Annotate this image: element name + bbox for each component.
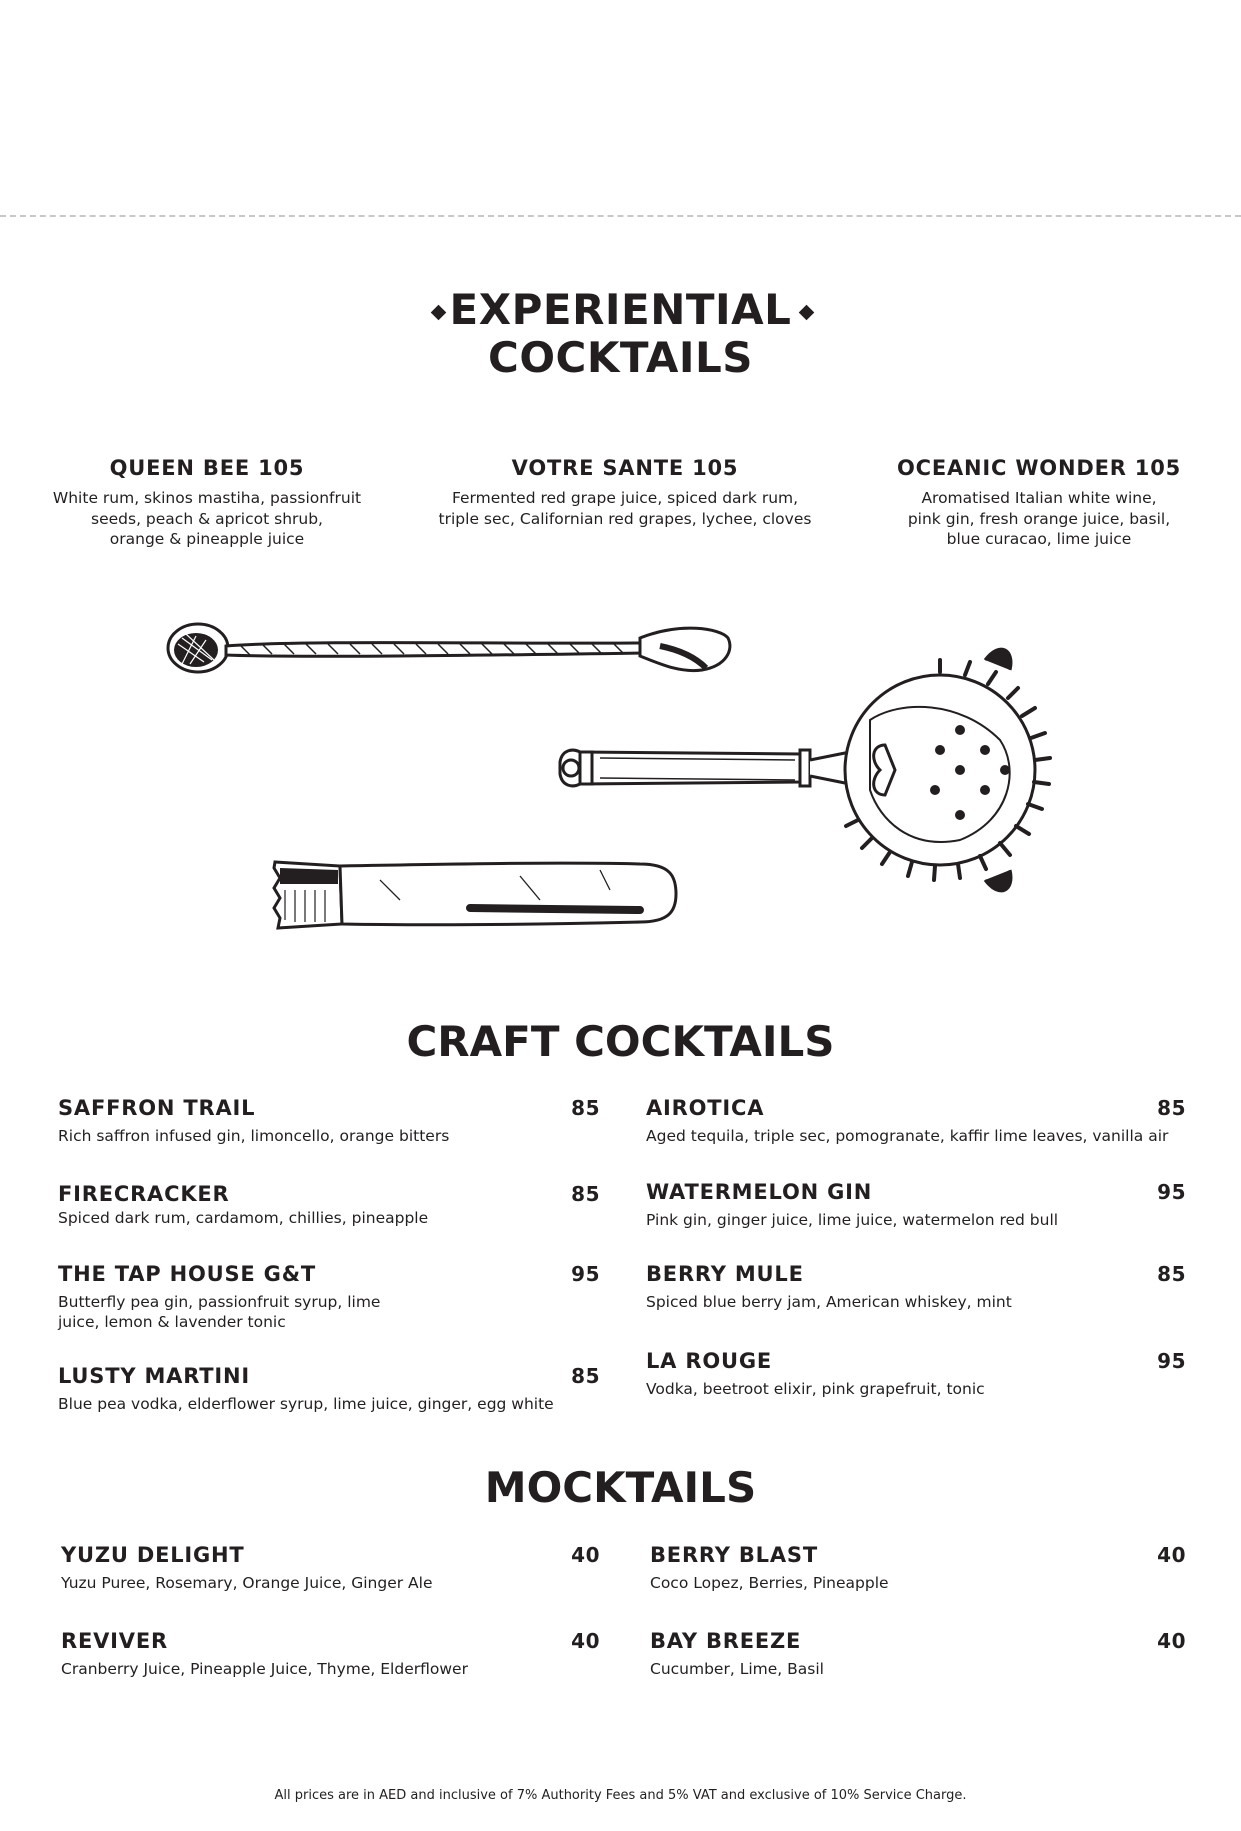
menu-item-la-rouge — [646, 1347, 1186, 1407]
item-price: 95 — [1157, 1180, 1186, 1204]
menu-item-watermelon-gin — [646, 1178, 1186, 1238]
item-name: SAFFRON TRAIL — [58, 1096, 256, 1120]
item-description — [58, 1292, 380, 1332]
item-price: 40 — [571, 1629, 600, 1653]
menu-item-reviver — [61, 1627, 600, 1687]
item-description: Blue pea vodka, elderflower syrup, lime juice, ginger, egg white — [58, 1395, 554, 1413]
experiential-title-line2: COCKTAILS — [488, 333, 753, 382]
price-disclaimer: All prices are in AED and inclusive of 7% Authority Fees and 5% VAT and exclusive of 10% Service Charge. — [274, 1788, 967, 1803]
desc-line: Butterfly pea gin, passionfruit syrup, lime — [58, 1293, 381, 1311]
menu-item-bay-breeze — [650, 1627, 1186, 1687]
item-price: 40 — [571, 1543, 600, 1567]
item-description: Cranberry Juice, Pineapple Juice, Thyme, Elderflower — [61, 1660, 468, 1678]
item-price: 85 — [571, 1182, 600, 1206]
desc-line: White rum, skinos mastiha, passionfruit — [52, 489, 362, 507]
item-description: Spiced blue berry jam, American whiskey, mint — [646, 1293, 1012, 1311]
item-name: AIROTICA — [646, 1096, 765, 1120]
menu-item-berry-mule — [646, 1260, 1186, 1320]
mocktails-title: MOCKTAILS — [484, 1463, 757, 1512]
item-name: LA ROUGE — [646, 1349, 773, 1373]
desc-line: blue curacao, lime juice — [946, 530, 1132, 548]
desc-line: pink gin, fresh orange juice, basil, — [907, 509, 1171, 528]
item-name: VOTRE SANTE 105 — [511, 456, 739, 480]
item-price: 85 — [1157, 1262, 1186, 1286]
menu-item-saffron-trail — [58, 1094, 600, 1154]
item-price: 85 — [1157, 1096, 1186, 1120]
item-description: Coco Lopez, Berries, Pineapple — [650, 1574, 889, 1592]
desc-line: Aromatised Italian white wine, — [921, 489, 1157, 507]
item-name: REVIVER — [61, 1629, 168, 1653]
item-name: LUSTY MARTINI — [58, 1364, 250, 1388]
item-name: QUEEN BEE 105 — [109, 456, 305, 480]
item-description: Vodka, beetroot elixir, pink grapefruit, tonic — [646, 1380, 985, 1398]
menu-item-berry-blast — [650, 1541, 1186, 1601]
desc-line: triple sec, Californian red grapes, lychee, cloves — [438, 509, 812, 528]
item-price: 85 — [571, 1096, 600, 1120]
menu-item-airotica — [646, 1094, 1186, 1154]
item-description: Aged tequila, triple sec, pomogranate, kaffir lime leaves, vanilla air — [646, 1127, 1169, 1145]
desc-line: juice, lemon & lavender tonic — [58, 1313, 286, 1331]
item-price: 95 — [571, 1262, 600, 1286]
muddler-icon — [274, 862, 676, 928]
item-price: 95 — [1157, 1349, 1186, 1373]
item-name: OCEANIC WONDER 105 — [896, 456, 1182, 480]
menu-item-lusty-martini — [58, 1362, 600, 1422]
menu-item-firecracker — [58, 1180, 600, 1240]
item-description: Spiced dark rum, cardamom, chillies, pineapple — [58, 1209, 429, 1227]
hawthorne-strainer-icon — [560, 649, 1050, 891]
item-price: 85 — [571, 1364, 600, 1388]
item-description: Rich saffron infused gin, limoncello, orange bitters — [58, 1127, 450, 1145]
desc-line: seeds, peach & apricot shrub, — [91, 509, 323, 528]
craft-cocktails-title: CRAFT COCKTAILS — [406, 1017, 835, 1066]
item-name: THE TAP HOUSE G&T — [58, 1262, 316, 1286]
item-description: Cucumber, Lime, Basil — [650, 1660, 824, 1678]
item-description: Yuzu Puree, Rosemary, Orange Juice, Ginger Ale — [61, 1574, 433, 1592]
desc-line: orange & pineapple juice — [109, 530, 305, 548]
item-price: 40 — [1157, 1543, 1186, 1567]
experiential-title-line1: EXPERIENTIAL — [449, 285, 792, 334]
item-name: BAY BREEZE — [650, 1629, 802, 1653]
item-description: Pink gin, ginger juice, lime juice, watermelon red bull — [646, 1211, 1059, 1229]
item-name: YUZU DELIGHT — [61, 1543, 245, 1567]
item-name: BERRY MULE — [646, 1262, 804, 1286]
menu-item-yuzu-delight — [61, 1541, 600, 1601]
item-name: WATERMELON GIN — [646, 1180, 873, 1204]
desc-line: Fermented red grape juice, spiced dark rum, — [451, 489, 799, 507]
item-name: BERRY BLAST — [650, 1543, 818, 1567]
item-price: 40 — [1157, 1629, 1186, 1653]
menu-item-the-tap-house-gt — [58, 1260, 600, 1340]
bar-spoon-icon — [168, 624, 730, 672]
item-name: FIRECRACKER — [58, 1182, 230, 1206]
